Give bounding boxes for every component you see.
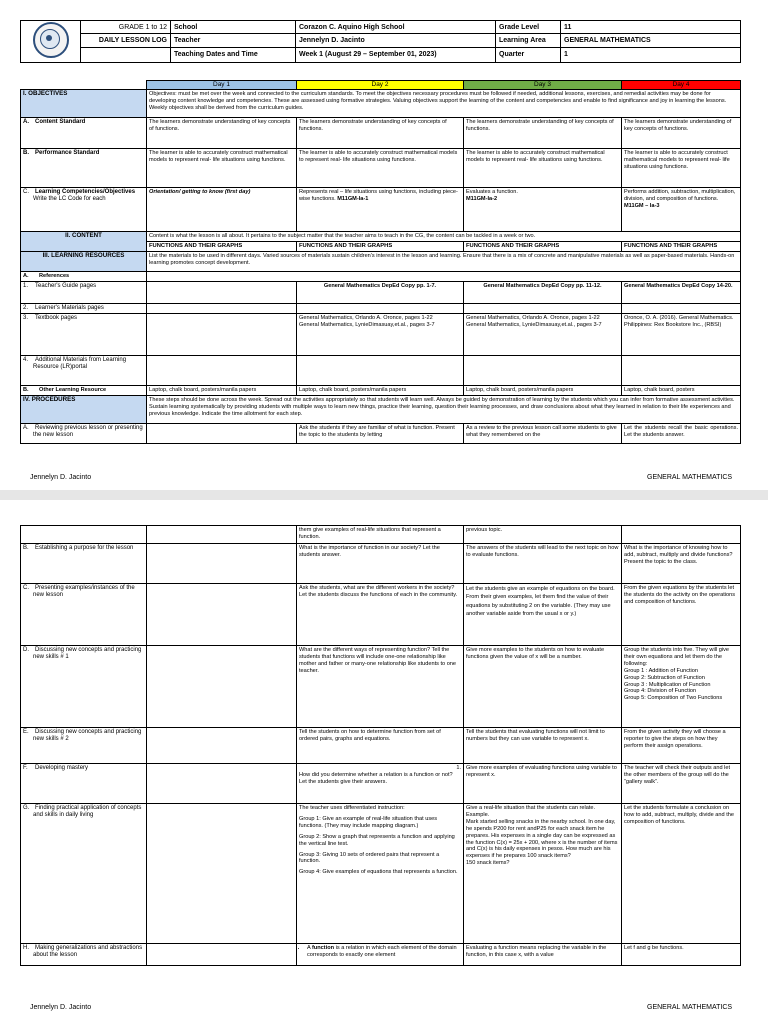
procedure-a-continued-row: them give examples of real-life situations that represent a function. previous topic. xyxy=(21,526,741,544)
performance-standard-day-3: The learner is able to accurately construct mathematical models to represent real- life situations using functions. xyxy=(464,149,622,188)
competencies-row: C. Learning Competencies/Objectives Write the LC Code for each Orientation/ getting to know (first day) Represents real – life situations using functions, including piece- wise functions. M11GM-Ia-1 Evaluates a function. M11GM-Ia-2 Performs addition, subtraction, multiplication, division, and composition of functions. M11GM – Ia-3 xyxy=(21,188,741,232)
textbook-label: Textbook pages xyxy=(35,314,78,321)
learning-area-label: Learning Area xyxy=(496,34,561,47)
day-4-header: Day 4 xyxy=(622,81,741,90)
procedure-b-label: Establishing a purpose for the lesson xyxy=(35,545,134,551)
deped-seal-icon xyxy=(33,22,69,58)
performance-standard-day-1: The learner is able to accurately construct mathematical models to represent real- life situations using functions. xyxy=(147,149,297,188)
content-standard-day-3: The learners demonstrate understanding of key concepts of functions. xyxy=(464,118,622,149)
teachers-guide-row: 1. Teacher's Guide pages General Mathematics DepEd Copy pp. 1-7. General Mathematics DepEd Copy pp. 11-12. General Mathematics DepEd Copy 14-20. xyxy=(21,281,741,303)
procedure-f-label: Developing mastery xyxy=(35,765,89,771)
content-topic-day-4: FUNCTIONS AND THEIR GRAPHS xyxy=(622,241,741,251)
school-label: School xyxy=(171,21,296,34)
procedure-d-label: Discussing new concepts and practicing new skills # 1 xyxy=(33,647,142,661)
day-1-header: Day 1 xyxy=(147,81,297,90)
competencies-day-2: Represents real – life situations using functions, including piece- wise functions. M11GM-Ia-1 xyxy=(297,188,464,232)
content-heading: II. CONTENT xyxy=(21,232,147,252)
procedure-c-row: C. Presenting examples/instances of the new lesson Ask the students, what are the different workers in the society? Let the students discuss the functions of each in the community. Let the students give an example of equations on the board. From their given examples, let them find the value of their equations by substituting 2 on the variable. (They may use another variable aside from the usual x or y.) From the given equations by the students let the students do the activity on the operations and composition of functions. xyxy=(21,584,741,646)
procedure-a-row: A. Reviewing previous lesson or presenting the new lesson Ask the students if they are familiar of what is function. Present the topic to the students by letting As a review to the previous lesson call some students to give what they remembered on the Let the students recall the basic operations. Let the students answer. xyxy=(21,423,741,443)
additional-materials-row: 4. Additional Materials from Learning Resource (LR)portal xyxy=(21,355,741,385)
lesson-log-table xyxy=(20,80,741,444)
grade-level-value: 11 xyxy=(561,21,741,34)
performance-standard-row: B. Performance Standard The learner is able to accurately construct mathematical models to represent real- life situations using functions. The learner is able to accurately construct mathematical models to represent real- life situations using functions. The learner is able to accurately construct mathematical models to represent real- life situations using functions. The learner is able to accurately construct mathematical models to represent real- life situations using functions. xyxy=(21,149,741,188)
page-1 xyxy=(0,0,768,490)
performance-standard-day-4: The learner is able to accurately construct mathematical models to represent real- life situations using functions. xyxy=(622,149,741,188)
footer-teacher-page-2: Jennelyn D. Jacinto xyxy=(30,1004,92,1011)
resources-heading: III. LEARNING RESOURCES xyxy=(21,251,147,271)
learners-materials-row: 2. Learner's Materials pages xyxy=(21,303,741,313)
procedure-f-row: F. Developing mastery 1. How did you determine whether a relation is a function or not? Let the students give their answers. Give more examples of evaluating functions using variable to represent x. The teacher will check their outputs and let the other members of the group will do the “gallery walk”. xyxy=(21,764,741,804)
content-standard-day-1: The learners demonstrate understanding of key concepts of functions. xyxy=(147,118,297,149)
competencies-day-1: Orientation/ getting to know (first day) xyxy=(147,188,297,232)
procedure-c-label: Presenting examples/instances of the new lesson xyxy=(33,585,135,599)
procedure-b-row: B. Establishing a purpose for the lesson What is the importance of function in our society? Let the students answer. The answers of the students will lead to the next topic on how to evaluate functions. What is the importance of knowing how to add, subtract, multiply and divide functions? Present the topic to the class. xyxy=(21,544,741,584)
grade-level-label: Grade Level xyxy=(496,21,561,34)
dates-label: Teaching Dates and Time xyxy=(171,47,296,63)
deped-seal-cell xyxy=(21,21,81,63)
page-2 xyxy=(0,500,768,1024)
grade-label: GRADE 1 to 12 xyxy=(81,21,171,34)
procedure-e-label: Discussing new concepts and practicing new skills # 2 xyxy=(33,729,142,743)
content-standard-day-4: The learners demonstrate understanding of key concepts of functions. xyxy=(622,118,741,149)
header-table xyxy=(20,20,741,63)
procedure-e-row: E. Discussing new concepts and practicing new skills # 2 Tell the students on how to determine function from set of ordered pairs, graphs and equations. Tell the students that evaluating functions will not limit to numbers but they can use variable to represent x. From the given activity they will choose a reporter to give the steps on how they perform their assign operations. xyxy=(21,728,741,764)
objectives-description: Objectives: must be met over the week and connected to the curriculum standards. To meet the objectives necessary procedures must be followed if needed, additional lessons, exercises, and remedial activities may be done for developing content knowledge and competencies. These are assessed using formative strategies. Valuing objectives support the learning of the content and competencies and enable to find significance and joy in learning the lessons. Weekly objectives shall be derived from the curriculum guides. xyxy=(147,90,741,118)
teachers-guide-label: Teacher's Guide pages xyxy=(35,282,97,289)
content-standard-row: A. Content Standard The learners demonstrate understanding of key concepts of functions. The learners demonstrate understanding of key concepts of functions. The learners demonstrate understanding of key concepts of functions. The learners demonstrate understanding of key concepts of functions. xyxy=(21,118,741,149)
procedure-h-row: H. Making generalizations and abstractions about the lesson • A function is a relation in which each element of the domain corresponds to exactly one element Evaluating a function means replacing the variable in the function, in this case x, with a value Let f and g be functions. xyxy=(21,944,741,966)
additional-materials-label: Additional Materials from Learning Resource (LR)portal xyxy=(33,356,127,371)
other-resources-label: Other Learning Resource xyxy=(39,386,107,393)
quarter-label: Quarter xyxy=(496,47,561,63)
content-standard-day-2: The learners demonstrate understanding of key concepts of functions. xyxy=(297,118,464,149)
quarter-value: 1 xyxy=(561,47,741,63)
header-blank-cell xyxy=(81,47,171,63)
footer-subject: GENERAL MATHEMATICS xyxy=(647,474,733,481)
procedure-d-row: D. Discussing new concepts and practicing new skills # 1 What are the different ways of representing function? Tell the students that functions will include one-one relationship like mother and father or many-one relationship like students to one teacher. Give more examples to the students on how to evaluate functions given the value of x will be a number. Group the students into five. They will give their own equations and let them do the following: Group 1 : Addition of Function Group 2: Subtraction of Function Group 3 : Multiplication of Function Group 4: Division of Function Group 5: Composition of Two Functions xyxy=(21,646,741,728)
performance-standard-day-2: The learner is able to accurately construct mathematical models to represent real- life situations using functions. xyxy=(297,149,464,188)
day-header-row xyxy=(21,81,741,90)
footer-teacher: Jennelyn D. Jacinto xyxy=(30,474,92,481)
teacher-value: Jennelyn D. Jacinto xyxy=(296,34,496,47)
competencies-label: Learning Competencies/Objectives xyxy=(35,189,136,195)
content-topic-day-1: FUNCTIONS AND THEIR GRAPHS xyxy=(147,241,297,251)
dates-value: Week 1 (August 29 – September 01, 2023) xyxy=(296,47,496,63)
procedures-heading: IV. PROCEDURES xyxy=(21,395,147,423)
procedures-description: These steps should be done across the week. Spread out the activities appropriately so that students will learn well. Always be guided by demonstration of learning by the students which you can infer from formative assessment activities. Sustain learning systematically by providing students with multiple ways to learn new things, practice their learning, question their learning processes, and draw conclusions about what they learned in relation to their life experiences and previous knowledge. Indicate the time allotment for each step. xyxy=(147,395,741,423)
content-standard-label: Content Standard xyxy=(35,119,86,125)
performance-standard-label: Performance Standard xyxy=(35,150,100,156)
procedures-table xyxy=(20,525,741,966)
content-topic-day-2: FUNCTIONS AND THEIR GRAPHS xyxy=(297,241,464,251)
learners-materials-label: Learner's Materials pages xyxy=(35,304,104,311)
content-description: Content is what the lesson is all about. It pertains to the subject matter that the teacher aims to teach in the CG, the content can be tackled in a week or two. xyxy=(147,232,741,242)
school-value: Corazon C. Aquino High School xyxy=(296,21,496,34)
resources-description: List the materials to be used in different days. Varied sources of materials sustain children's interest in the lesson and learning. Ensure that there is a mix of concrete and manipulative materials as well as paper-based materials. Hands-on learning promotes concept development. xyxy=(147,251,741,271)
other-resources-row: B. Other Learning Resource Laptop, chalk board, posters/manila papers Laptop, chalk board, posters/manila papers Laptop, chalk board, posters/manila papers Laptop, chalk board, posters xyxy=(21,385,741,395)
footer-subject-page-2: GENERAL MATHEMATICS xyxy=(647,1004,733,1011)
content-topic-day-3: FUNCTIONS AND THEIR GRAPHS xyxy=(464,241,622,251)
procedure-a-label: Reviewing previous lesson or presenting the new lesson xyxy=(33,424,143,439)
procedure-g-row: G. Finding practical application of concepts and skills in daily living The teacher uses differentiated instruction: Group 1: Give an example of real-life situation that uses functions. (They may include mapping diagram.) Group 2: Show a graph that represents a function and applying the vertical line test. Group 3: Giving 10 sets of ordered pairs that represent a function. Group 4: Give examples of equations that represents a function. Give a real-life situation that the students can relate. Example. Mark started selling snacks in the nearby school. In one day, he spends P200 for rent andP25 for each snack item he prepares. His expenses in a single day can be expressed as the function C(x) = 25x + 200, where x is the number of items and C(x) is his daily expenses in pesos. How much are his expenses if he prepares 100 snack items? 150 snack items? Let the students formulate a conclusion on how to add, subtract, multiply, divide and the composition of functions. xyxy=(21,804,741,944)
day-2-header: Day 2 xyxy=(297,81,464,90)
competencies-sublabel: Write the LC Code for each xyxy=(33,196,106,203)
procedure-g-label: Finding practical application of concepts and skills in daily living xyxy=(33,805,142,819)
objectives-heading: I. OBJECTIVES xyxy=(21,90,147,118)
competencies-day-4: Performs addition, subtraction, multiplication, division, and composition of functions. M11GM – Ia-3 xyxy=(622,188,741,232)
day-3-header: Day 3 xyxy=(464,81,622,90)
competencies-day-3: Evaluates a function. M11GM-Ia-2 xyxy=(464,188,622,232)
learning-area-value: GENERAL MATHEMATICS xyxy=(561,34,741,47)
textbook-row: 3. Textbook pages General Mathematics, Orlando A. Oronce, pages 1-22 General Mathematics, LynieDimasuay,et.al., pages 3-7 General Mathematics, Orlando A. Oronce, pages 1-22 General Mathematics, LynieDimasuay,et.al., pages 3-7 Oronce, O. A. (2016). General Mathematics. Philippines: Rex Bookstore Inc., (RBSI) xyxy=(21,313,741,355)
procedure-h-label: Making generalizations and abstractions about the lesson xyxy=(33,945,143,959)
teacher-label: Teacher xyxy=(171,34,296,47)
page-break xyxy=(0,490,768,500)
log-label: DAILY LESSON LOG xyxy=(81,34,171,47)
references-label: A. References xyxy=(21,271,147,281)
